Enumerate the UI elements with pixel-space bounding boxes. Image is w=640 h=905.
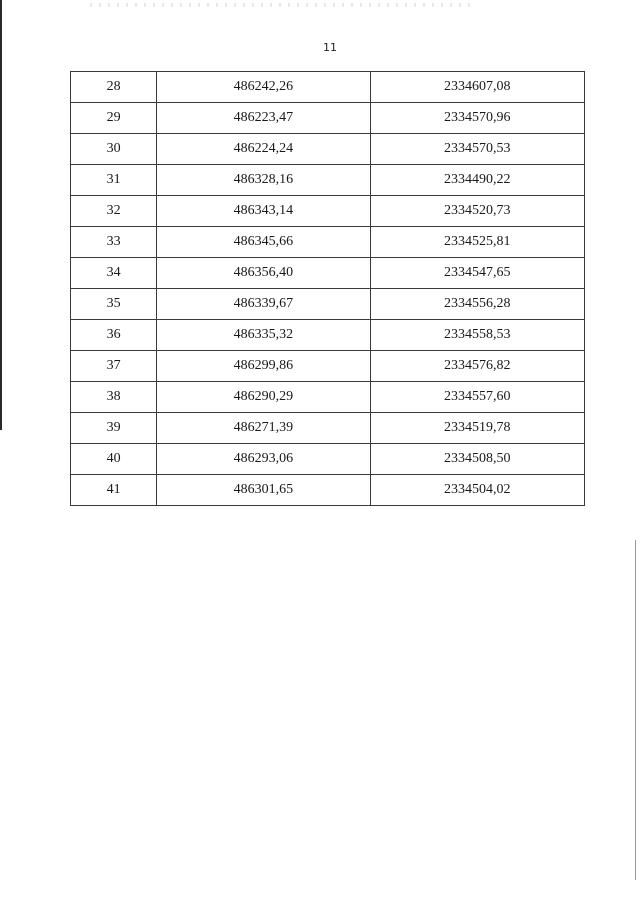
y-coordinate-cell: 2334570,96 [370,103,584,134]
x-coordinate-cell: 486293,06 [157,444,370,475]
x-coordinate-cell: 486223,47 [157,103,370,134]
x-coordinate-cell: 486339,67 [157,289,370,320]
table-row [71,258,585,289]
y-coordinate-cell: 2334607,08 [370,72,584,103]
table-row [71,475,585,506]
table-row [71,320,585,351]
x-coordinate-cell: 486290,29 [157,382,370,413]
table-row [71,103,585,134]
y-coordinate-cell: 2334520,73 [370,196,584,227]
table-row [71,165,585,196]
x-coordinate-cell: 486356,40 [157,258,370,289]
y-coordinate-cell: 2334557,60 [370,382,584,413]
y-coordinate-cell: 2334556,28 [370,289,584,320]
y-coordinate-cell: 2334547,65 [370,258,584,289]
y-coordinate-cell: 2334576,82 [370,351,584,382]
y-coordinate-cell: 2334490,22 [370,165,584,196]
point-number-cell: 30 [71,134,157,165]
x-coordinate-cell: 486242,26 [157,72,370,103]
x-coordinate-cell: 486224,24 [157,134,370,165]
y-coordinate-cell: 2334519,78 [370,413,584,444]
point-number-cell: 32 [71,196,157,227]
table-row [71,444,585,475]
coordinates-table [70,71,585,506]
table-row [71,289,585,320]
table-row [71,413,585,444]
point-number-cell: 41 [71,475,157,506]
table-row [71,227,585,258]
page-number: 11 [323,41,337,54]
point-number-cell: 39 [71,413,157,444]
scan-edge-right [635,540,636,880]
y-coordinate-cell: 2334525,81 [370,227,584,258]
scan-noise-top [90,3,470,7]
x-coordinate-cell: 486299,86 [157,351,370,382]
point-number-cell: 31 [71,165,157,196]
coordinates-table-body [71,72,585,506]
x-coordinate-cell: 486328,16 [157,165,370,196]
table-row [71,72,585,103]
point-number-cell: 38 [71,382,157,413]
x-coordinate-cell: 486271,39 [157,413,370,444]
x-coordinate-cell: 486343,14 [157,196,370,227]
point-number-cell: 33 [71,227,157,258]
y-coordinate-cell: 2334504,02 [370,475,584,506]
point-number-cell: 34 [71,258,157,289]
y-coordinate-cell: 2334508,50 [370,444,584,475]
x-coordinate-cell: 486335,32 [157,320,370,351]
point-number-cell: 40 [71,444,157,475]
point-number-cell: 36 [71,320,157,351]
x-coordinate-cell: 486345,66 [157,227,370,258]
point-number-cell: 29 [71,103,157,134]
y-coordinate-cell: 2334558,53 [370,320,584,351]
table-row [71,382,585,413]
x-coordinate-cell: 486301,65 [157,475,370,506]
table-row [71,351,585,382]
table-row [71,134,585,165]
point-number-cell: 28 [71,72,157,103]
point-number-cell: 37 [71,351,157,382]
scan-edge-left [0,0,2,430]
y-coordinate-cell: 2334570,53 [370,134,584,165]
point-number-cell: 35 [71,289,157,320]
table-row [71,196,585,227]
